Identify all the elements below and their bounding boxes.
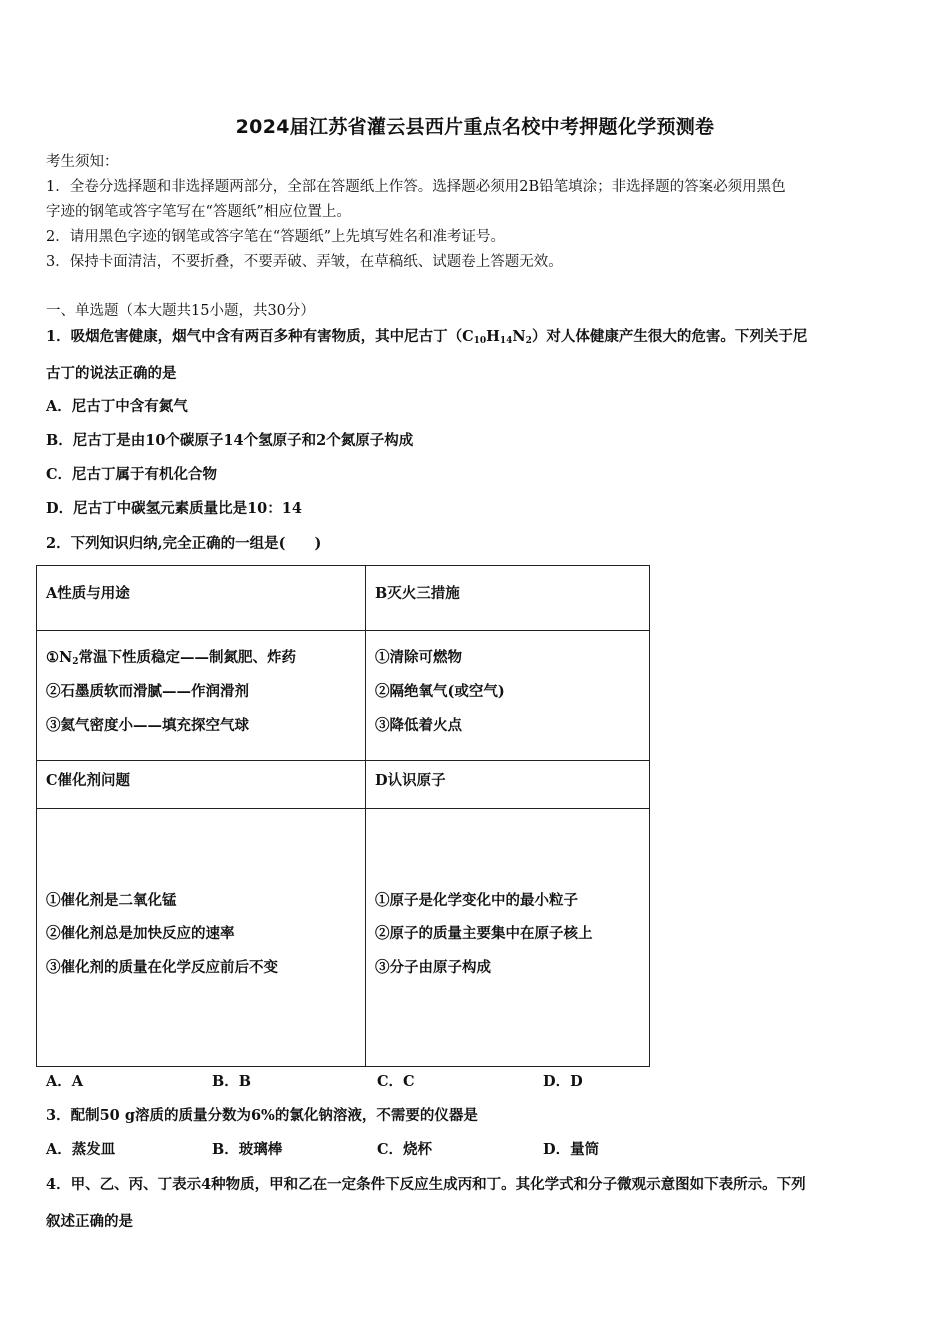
q1-option-d[interactable]: D．尼古丁中碳氢元素质量比是10：14 bbox=[46, 500, 302, 517]
table-column-divider bbox=[365, 566, 366, 1066]
q3-option-d[interactable]: D．量筒 bbox=[543, 1141, 600, 1158]
table-cell-a-item-3: ③氦气密度小——填充探空气球 bbox=[46, 717, 249, 734]
notice-item-1-line-1: 1．全卷分选择题和非选择题两部分，全部在答题纸上作答。选择题必须用2B铅笔填涂；非选择题的答案必须用黑色 bbox=[46, 179, 786, 195]
q2-option-b[interactable]: B．B bbox=[212, 1073, 252, 1090]
q1-option-c[interactable]: C．尼古丁属于有机化合物 bbox=[46, 466, 218, 483]
table-row-divider bbox=[37, 808, 649, 809]
table-cell-a-heading: A性质与用途 bbox=[46, 585, 130, 602]
table-cell-d-item-3: ③分子由原子构成 bbox=[375, 959, 491, 976]
q3-option-a[interactable]: A．蒸发皿 bbox=[46, 1141, 116, 1158]
notice-item-1-line-2: 字迹的钢笔或答字笔写在“答题纸”相应位置上。 bbox=[46, 204, 351, 220]
q1-option-b[interactable]: B．尼古丁是由10个碳原子14个氢原子和2个氮原子构成 bbox=[46, 432, 414, 449]
q1-stem-line-2: 古丁的说法正确的是 bbox=[46, 365, 177, 382]
table-cell-d-heading: D认识原子 bbox=[375, 772, 446, 789]
q2-option-c[interactable]: C．C bbox=[377, 1073, 415, 1090]
q2-option-d[interactable]: D．D bbox=[543, 1073, 583, 1090]
table-cell-b-item-1: ①清除可燃物 bbox=[375, 649, 462, 666]
table-cell-a-item-1: $①N_2$常温下性质稳定——制氮肥、炸药 bbox=[46, 649, 297, 667]
table-cell-b-item-3: ③降低着火点 bbox=[375, 717, 462, 734]
q3-stem: 3．配制50 g溶质的质量分数为6%的氯化钠溶液，不需要的仪器是 bbox=[46, 1107, 478, 1124]
q3-option-c[interactable]: C．烧杯 bbox=[377, 1141, 433, 1158]
notice-item-3: 3．保持卡面清洁，不要折叠，不要弄破、弄皱，在草稿纸、试题卷上答题无效。 bbox=[46, 254, 563, 270]
notice-heading: 考生须知： bbox=[46, 154, 119, 170]
section-heading: 一、单选题（本大题共15小题，共30分） bbox=[46, 303, 315, 319]
table-cell-c-item-1: ①催化剂是二氧化锰 bbox=[46, 892, 177, 909]
table-cell-b-item-2: ②隔绝氧气(或空气) bbox=[375, 683, 505, 700]
notice-item-2: 2．请用黑色字迹的钢笔或答字笔在“答题纸”上先填写姓名和准考证号。 bbox=[46, 229, 506, 245]
table-cell-b-heading: B灭火三措施 bbox=[375, 585, 460, 602]
q2-knowledge-table bbox=[36, 565, 650, 1067]
exam-title: 2024届江苏省灌云县西片重点名校中考押题化学预测卷 bbox=[235, 116, 715, 138]
q4-stem-line-2: 叙述正确的是 bbox=[46, 1213, 133, 1230]
table-cell-c-item-3: ③催化剂的质量在化学反应前后不变 bbox=[46, 959, 278, 976]
q2-stem: 2．下列知识归纳,完全正确的一组是( ) bbox=[46, 535, 322, 552]
q2-option-a[interactable]: A．A bbox=[46, 1073, 84, 1090]
q3-option-b[interactable]: B．玻璃棒 bbox=[212, 1141, 283, 1158]
table-cell-c-heading: C催化剂问题 bbox=[46, 772, 131, 789]
q4-stem-line-1: 4．甲、乙、丙、丁表示4种物质，甲和乙在一定条件下反应生成丙和丁。其化学式和分子微观示意图如下表所示。下列 bbox=[46, 1176, 806, 1193]
table-cell-c-item-2: ②催化剂总是加快反应的速率 bbox=[46, 925, 235, 942]
table-cell-a-item-2: ②石墨质软而滑腻——作润滑剂 bbox=[46, 683, 249, 700]
table-row-divider bbox=[37, 760, 649, 761]
table-cell-d-item-2: ②原子的质量主要集中在原子核上 bbox=[375, 925, 593, 942]
table-cell-d-item-1: ①原子是化学变化中的最小粒子 bbox=[375, 892, 578, 909]
table-row-divider bbox=[37, 630, 649, 631]
q1-stem-line-1: 1．吸烟危害健康，烟气中含有两百多种有害物质，其中尼古丁$(C_{10}H_{14}N_2)$对人体健康产生很大的危害。下列关于尼 bbox=[46, 328, 808, 346]
q1-option-a[interactable]: A．尼古丁中含有氮气 bbox=[46, 398, 188, 415]
